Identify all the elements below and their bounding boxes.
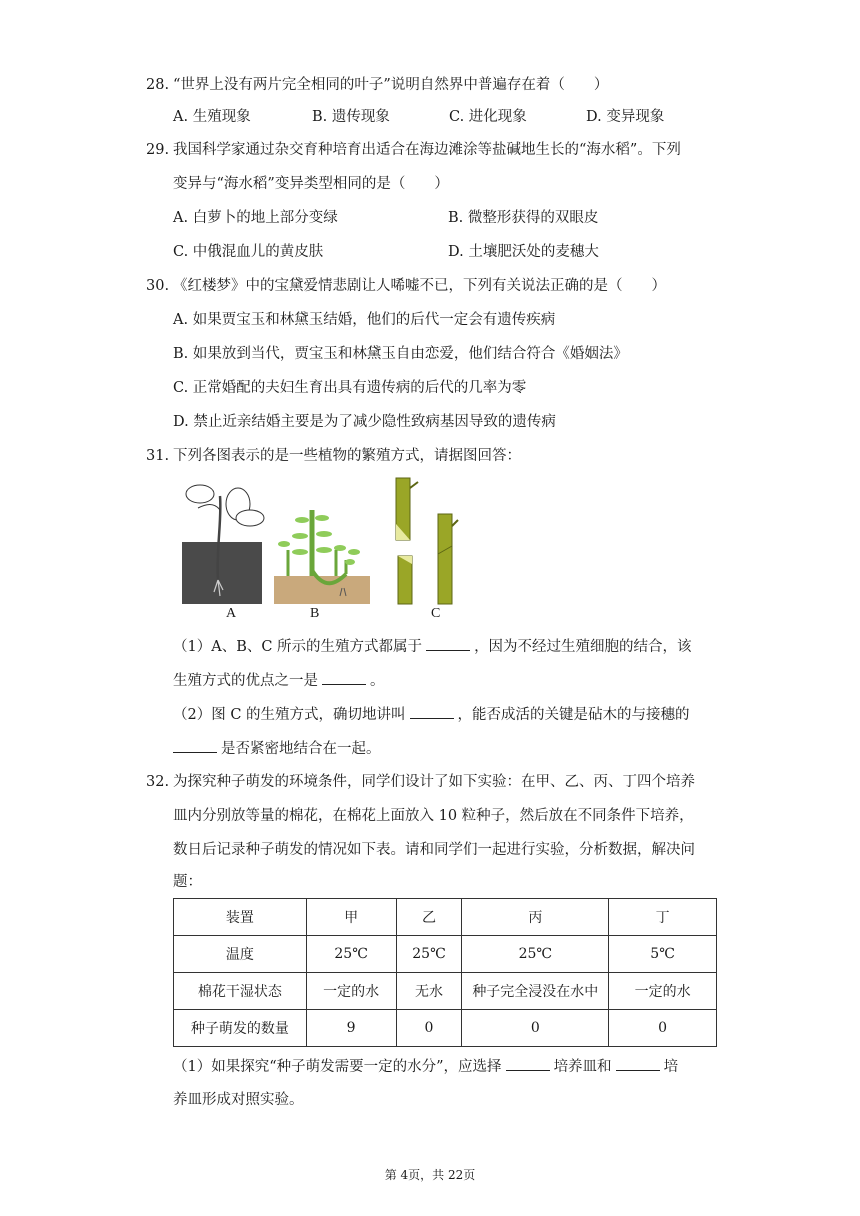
answer-blank[interactable] [322, 670, 366, 685]
question-number: 29. [146, 142, 170, 158]
question-stem: “世界上没有两片完全相同的叶子”说明自然界中普遍存在着（ ） [173, 77, 609, 93]
part-text: 。 [370, 673, 385, 689]
part-text: 是否紧密地结合在一起。 [221, 741, 381, 757]
part-text: ，能否成活的关键是砧木的与接穗的 [457, 707, 690, 723]
figure-label-c: C [431, 606, 441, 621]
option-d: D. 变异现象 [586, 109, 665, 125]
answer-blank[interactable] [410, 704, 454, 719]
question-stem: 数日后记录种子萌发的情况如下表。请和同学们一起进行实验，分析数据，解决问 [173, 842, 695, 858]
question-stem: 《红楼梦》中的宝黛爱情悲剧让人唏嘘不已，下列有关说法正确的是（ ） [173, 278, 666, 294]
page-footer: 第 4页，共 22页 [384, 1168, 476, 1182]
table-cell: 一定的水 [609, 973, 717, 1010]
figure-b-layering [274, 500, 370, 608]
question-stem: 为探究种子萌发的环境条件，同学们设计了如下实验：在甲、乙、丙、丁四个培养 [173, 774, 695, 790]
table-cell: 棉花干湿状态 [174, 973, 307, 1010]
table-cell: 0 [396, 1010, 462, 1047]
table-row [174, 936, 717, 973]
table-row [174, 973, 717, 1010]
question-part [173, 636, 692, 657]
option-c: C. 正常婚配的夫妇生育出具有遗传病的后代的几率为零 [173, 380, 527, 396]
option-c: C. 中俄混血儿的黄皮肤 [173, 244, 324, 260]
part-text: （1）如果探究“种子萌发需要一定的水分”，应选择 [173, 1059, 502, 1075]
option-a: A. 如果贾宝玉和林黛玉结婚，他们的后代一定会有遗传疾病 [173, 312, 556, 328]
option-b: B. 微整形获得的双眼皮 [448, 210, 599, 226]
figure-c-grafting [382, 474, 472, 608]
part-text: ，因为不经过生殖细胞的结合，该 [474, 639, 692, 655]
answer-blank[interactable] [616, 1056, 660, 1071]
answer-blank[interactable] [506, 1056, 550, 1071]
table-row [174, 899, 717, 936]
part-text: （1）A、B、C 所示的生殖方式都属于 [173, 639, 423, 655]
answer-blank[interactable] [426, 636, 470, 651]
answer-blank[interactable] [173, 738, 217, 753]
table-cell: 甲 [306, 899, 396, 936]
question-part [173, 1056, 678, 1077]
option-c: C. 进化现象 [449, 109, 527, 125]
table-cell: 温度 [174, 936, 307, 973]
option-a: A. 生殖现象 [173, 109, 251, 125]
table-cell: 装置 [174, 899, 307, 936]
part-text: 培 [663, 1059, 679, 1075]
question-number: 31. [146, 448, 170, 464]
table-cell: 种子萌发的数量 [174, 1010, 307, 1047]
part-text: 培养皿和 [553, 1059, 612, 1075]
question-number: 32. [146, 774, 170, 790]
table-cell: 乙 [396, 899, 462, 936]
table-cell: 无水 [396, 973, 462, 1010]
table-cell: 25℃ [306, 936, 396, 973]
option-d: D. 土壤肥沃处的麦穗大 [448, 244, 599, 260]
question-stem: 我国科学家通过杂交育种培育出适合在海边滩涂等盐碱地生长的“海水稻”。下列 [173, 142, 681, 158]
question-part [173, 704, 690, 725]
question-part [173, 670, 385, 691]
table-cell: 丙 [462, 899, 609, 936]
table-row [174, 1010, 717, 1047]
table-cell: 25℃ [462, 936, 609, 973]
option-b: B. 遗传现象 [312, 109, 390, 125]
experiment-table [173, 898, 717, 1047]
table-cell: 种子完全浸没在水中 [462, 973, 609, 1010]
question-part [173, 738, 381, 759]
table-cell: 0 [462, 1010, 609, 1047]
table-cell: 一定的水 [306, 973, 396, 1010]
option-a: A. 白萝卜的地上部分变绿 [173, 210, 338, 226]
table-cell: 丁 [609, 899, 717, 936]
part-text: 生殖方式的优点之一是 [173, 673, 318, 689]
figure-label-a: A [226, 606, 237, 621]
figure-label-b: B [310, 606, 320, 621]
question-stem: 皿内分别放等量的棉花，在棉花上面放入 10 粒种子，然后放在不同条件下培养， [173, 808, 694, 824]
option-d: D. 禁止近亲结婚主要是为了减少隐性致病基因导致的遗传病 [173, 414, 556, 430]
table-cell: 0 [609, 1010, 717, 1047]
table-cell: 9 [306, 1010, 396, 1047]
question-number: 30. [146, 278, 170, 294]
question-stem: 变异与“海水稻”变异类型相同的是（ ） [173, 176, 449, 192]
table-cell: 25℃ [396, 936, 462, 973]
question-stem: 下列各图表示的是一些植物的繁殖方式，请据图回答： [173, 448, 521, 464]
option-b: B. 如果放到当代，贾宝玉和林黛玉自由恋爱，他们结合符合《婚姻法》 [173, 346, 628, 362]
question-part: 养皿形成对照实验。 [173, 1092, 304, 1108]
table-cell: 5℃ [609, 936, 717, 973]
question-number: 28. [146, 77, 170, 93]
part-text: （2）图 C 的生殖方式，确切地讲叫 [173, 707, 406, 723]
question-stem: 题： [173, 874, 202, 890]
figure-a-cutting [176, 480, 268, 608]
